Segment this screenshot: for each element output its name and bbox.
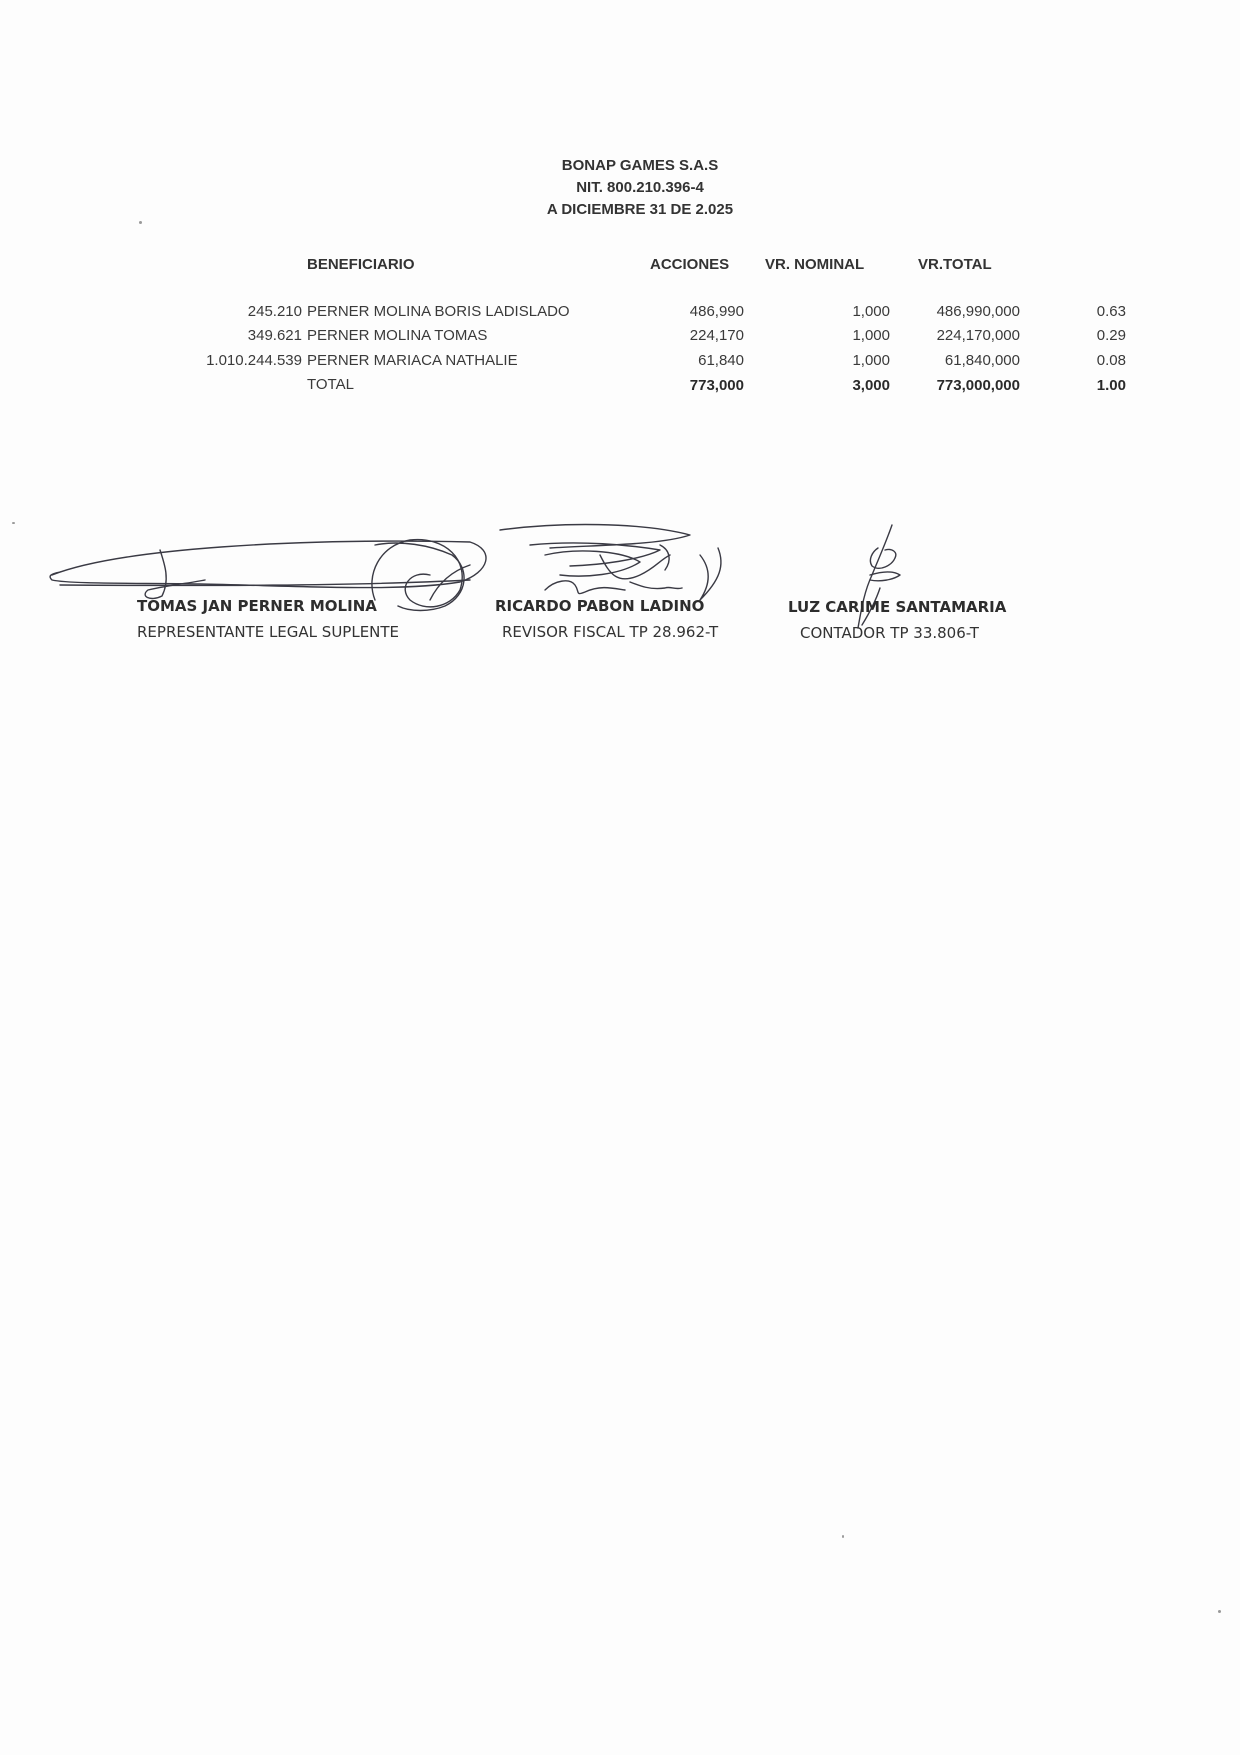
company-name: BONAP GAMES S.A.S: [561, 157, 719, 174]
row-total: 61,840,000: [944, 352, 1020, 369]
row-nominal: 1,000: [852, 327, 890, 344]
signature-2-drawing: [500, 525, 721, 600]
column-header-beneficiario: BENEFICIARIO: [307, 256, 415, 273]
scan-speck: [139, 221, 142, 224]
row-name: PERNER MARIACA NATHALIE: [307, 352, 518, 369]
totals-nominal: 3,000: [852, 377, 890, 394]
row-total: 486,990,000: [936, 303, 1020, 320]
row-acciones: 224,170: [689, 327, 744, 344]
row-pct: 0.08: [1096, 352, 1126, 369]
row-id: 349.621: [247, 327, 302, 344]
row-nominal: 1,000: [852, 303, 890, 320]
signature-role-2: REVISOR FISCAL TP 28.962-T: [502, 623, 719, 641]
report-date: A DICIEMBRE 31 DE 2.025: [546, 201, 734, 218]
signature-name-3: LUZ CARIME SANTAMARIA: [788, 598, 1007, 616]
column-header-nominal: VR. NOMINAL: [765, 256, 865, 273]
row-acciones: 486,990: [689, 303, 744, 320]
row-id: 245.210: [247, 303, 302, 320]
totals-acciones: 773,000: [689, 377, 744, 394]
handwritten-signatures: [0, 0, 1240, 700]
scan-speck: [12, 522, 15, 524]
signature-role-1: REPRESENTANTE LEGAL SUPLENTE: [137, 623, 400, 641]
row-pct: 0.29: [1096, 327, 1126, 344]
row-id: 1.010.244.539: [206, 352, 302, 369]
totals-total: 773,000,000: [936, 377, 1020, 394]
signature-name-2: RICARDO PABON LADINO: [495, 597, 705, 615]
row-name: PERNER MOLINA TOMAS: [307, 327, 488, 344]
totals-pct: 1.00: [1096, 377, 1126, 394]
column-header-total: VR.TOTAL: [918, 256, 992, 273]
row-total: 224,170,000: [936, 327, 1020, 344]
column-header-acciones: ACCIONES: [650, 256, 730, 273]
company-nit: NIT. 800.210.396-4: [576, 179, 704, 196]
row-name: PERNER MOLINA BORIS LADISLADO: [307, 303, 570, 320]
scan-speck: [1218, 1610, 1221, 1613]
document-header: [0, 155, 1240, 221]
scan-speck: [842, 1535, 844, 1538]
totals-label: TOTAL: [307, 376, 354, 393]
row-pct: 0.63: [1096, 303, 1126, 320]
signature-name-1: TOMAS JAN PERNER MOLINA: [137, 597, 377, 615]
row-acciones: 61,840: [698, 352, 744, 369]
signature-role-3: CONTADOR TP 33.806-T: [800, 624, 979, 642]
row-nominal: 1,000: [852, 352, 890, 369]
